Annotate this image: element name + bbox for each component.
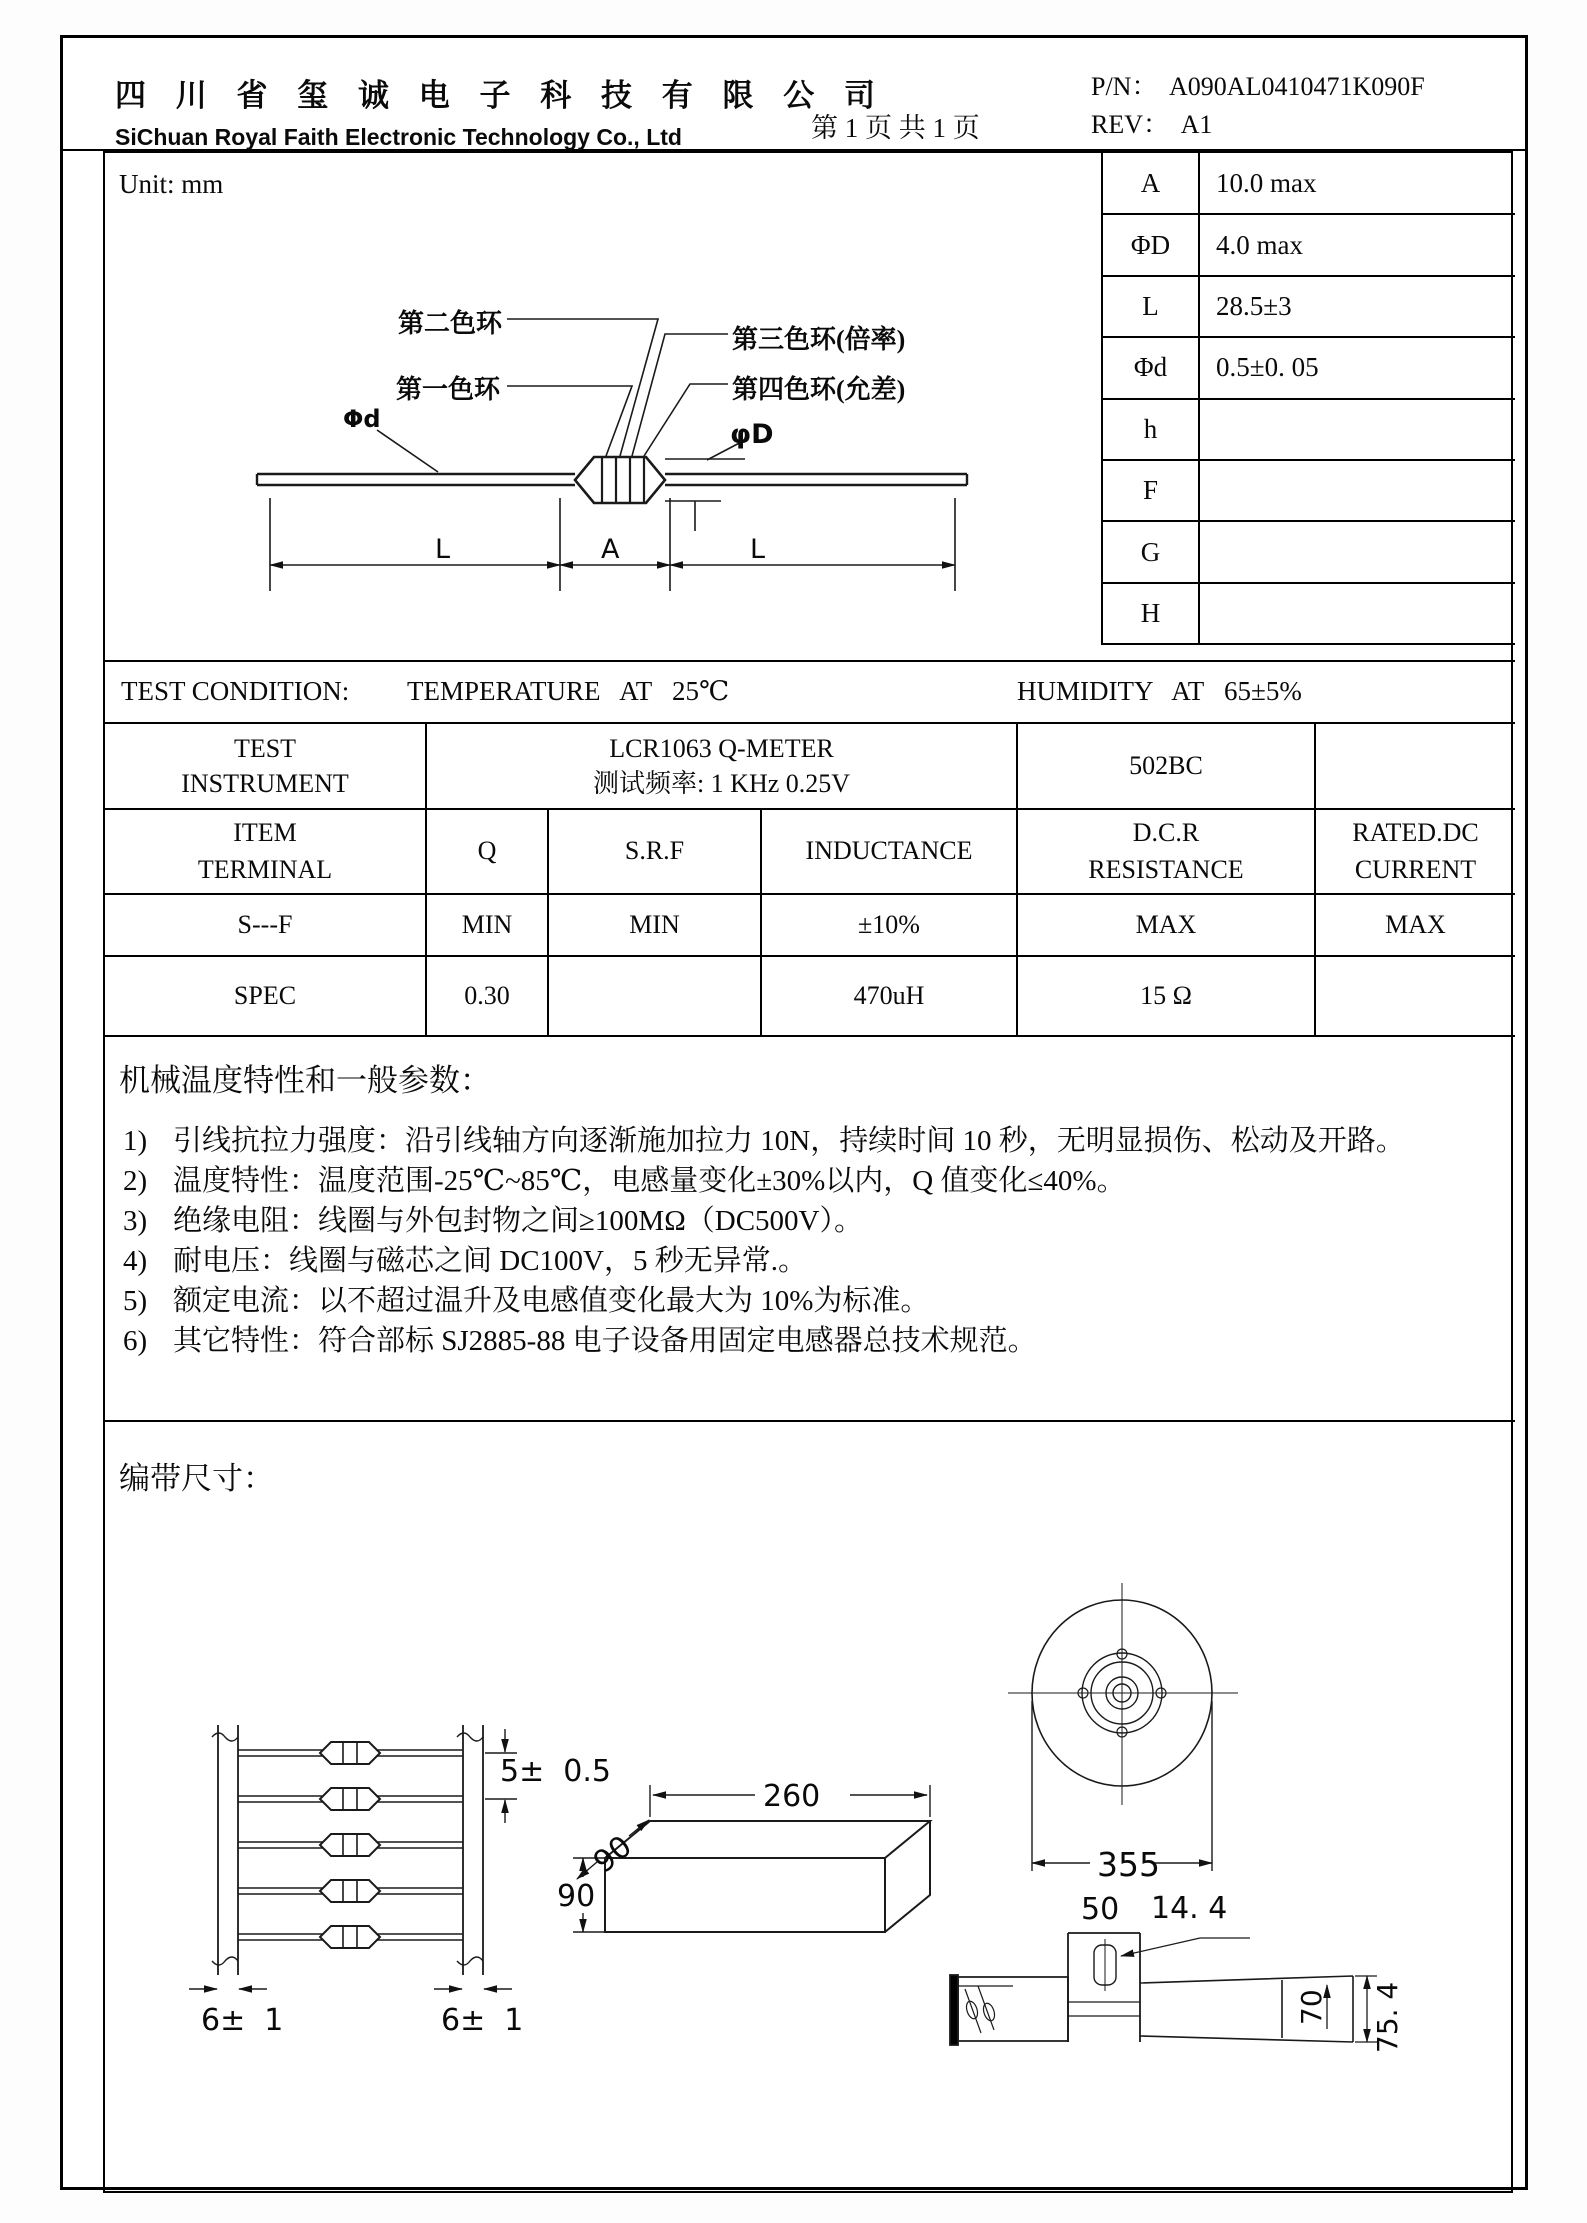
list-item xyxy=(123,1321,1463,1361)
dim-value: 4.0 max xyxy=(1199,214,1515,275)
item-number: 4) xyxy=(123,1245,148,1277)
instrument-label-line2: INSTRUMENT xyxy=(181,769,349,798)
page-number: 第 1 页 共 1 页 xyxy=(811,113,980,143)
item-text: 引线抗拉力强度：沿引线轴方向逐渐施加拉力 10N，持续时间 10 秒，无明显损伤、松动及开路。 xyxy=(173,1125,1405,1157)
content-area xyxy=(103,151,1513,2193)
table-row xyxy=(1102,214,1515,275)
mechanical-section-title: 机械温度特性和一般参数： xyxy=(119,1063,491,1098)
dim-name: G xyxy=(1102,521,1199,582)
item-terminal-header xyxy=(105,809,426,894)
list-item xyxy=(123,1201,1463,1241)
dim-L-right-label: L xyxy=(750,534,766,565)
instrument-meter: LCR1063 Q-METER xyxy=(609,733,834,763)
dim-value: 28.5±3 xyxy=(1199,276,1515,337)
instrument-frequency: 测试频率: 1 KHz 0.25V xyxy=(592,769,851,798)
q-condition: MIN xyxy=(426,894,548,956)
inductor-body-and-leads xyxy=(257,457,967,503)
test-condition-label: TEST CONDITION: xyxy=(121,676,350,706)
instrument-label-cell xyxy=(105,723,426,809)
company-name-cn: 四 川 省 玺 诚 电 子 科 技 有 限 公 司 xyxy=(115,78,886,113)
dim-L-left-label: L xyxy=(435,534,451,565)
phi-D-label: φD xyxy=(730,419,774,450)
item-text: 额定电流：以不超过温升及电感值变化最大为 10%为标准。 xyxy=(173,1285,930,1317)
item-header-line1: ITEM xyxy=(233,818,297,848)
item-text: 绝缘电阻：线圈与外包封物之间≥100MΩ（DC500V）。 xyxy=(173,1205,863,1237)
tape-right-dim-label: 6± 1 xyxy=(441,2003,524,2038)
instrument-value-cell xyxy=(426,723,1017,809)
dim-value xyxy=(1199,460,1515,521)
list-item xyxy=(123,1241,1463,1281)
dim-name: Φd xyxy=(1102,337,1199,398)
side-height-dim-label: 70 xyxy=(1295,1989,1328,2025)
list-item xyxy=(123,1161,1463,1201)
dcr-spec: 15 Ω xyxy=(1017,956,1315,1036)
inductance-header: INDUCTANCE xyxy=(761,809,1017,894)
q-spec: 0.30 xyxy=(426,956,548,1036)
tape-section-title: 编带尺寸： xyxy=(119,1461,274,1496)
band3-label: 第三色环(倍率) xyxy=(732,325,906,354)
test-condition-row xyxy=(105,660,1515,722)
spec-value-row xyxy=(105,956,1515,1036)
q-header: Q xyxy=(426,809,548,894)
item-number: 5) xyxy=(123,1285,148,1317)
rated-condition: MAX xyxy=(1315,894,1515,956)
inductance-spec: 470uH xyxy=(761,956,1017,1036)
dim-name: ΦD xyxy=(1102,214,1199,275)
list-item xyxy=(123,1281,1463,1321)
table-row xyxy=(1102,460,1515,521)
dim-name: A xyxy=(1102,153,1199,214)
item-text: 其它特性：符合部标 SJ2885-88 电子设备用固定电感器总技术规范。 xyxy=(173,1325,1037,1357)
dim-A-label: A xyxy=(601,534,620,565)
part-number: P/N： A090AL0410471K090F xyxy=(1091,72,1425,101)
srf-condition: MIN xyxy=(548,894,761,956)
dim-value xyxy=(1199,399,1515,460)
company-name-en: SiChuan Royal Faith Electronic Technology Co., Ltd xyxy=(115,124,682,150)
dim-name: H xyxy=(1102,583,1199,644)
dcr-header-line2: RESISTANCE xyxy=(1088,854,1244,884)
unit-note: Unit: mm xyxy=(119,169,224,199)
dim-name: F xyxy=(1102,460,1199,521)
dim-value: 0.5±0. 05 xyxy=(1199,337,1515,398)
condition-row xyxy=(105,894,1515,956)
table-row xyxy=(1102,521,1515,582)
terminal-cell: S---F xyxy=(105,894,426,956)
tape-left-dim-label: 6± 1 xyxy=(201,2003,284,2038)
table-row xyxy=(1102,583,1515,644)
header xyxy=(63,38,1525,151)
rated-header-line2: CURRENT xyxy=(1354,854,1477,884)
band2-label: 第二色环 xyxy=(398,309,503,338)
hub-width-dim-label: 50 xyxy=(1081,1892,1120,1927)
label-leader-lines xyxy=(377,319,747,531)
inductance-tolerance: ±10% xyxy=(761,894,1017,956)
temperature-condition: TEMPERATURE AT 25℃ xyxy=(407,676,730,706)
item-number: 1) xyxy=(123,1125,148,1157)
table-row xyxy=(1102,399,1515,460)
dim-value: 10.0 max xyxy=(1199,153,1515,214)
instrument-label-line1: TEST xyxy=(233,733,297,763)
box-height-dim-label: 90 xyxy=(557,1879,596,1914)
phi-d-label: Φd xyxy=(343,405,381,433)
mechanical-notes-list xyxy=(123,1121,1463,1361)
reel-diameter-dim-label: 355 xyxy=(1097,1845,1160,1884)
srf-header: S.R.F xyxy=(548,809,761,894)
dcr-condition: MAX xyxy=(1017,894,1315,956)
page-frame xyxy=(60,35,1528,2190)
dim-name: h xyxy=(1102,399,1199,460)
spec-table xyxy=(105,808,1515,1037)
table-row xyxy=(1102,153,1515,214)
dim-value xyxy=(1199,583,1515,644)
item-number: 6) xyxy=(123,1325,148,1357)
rated-dc-header xyxy=(1315,809,1515,894)
band4-label: 第四色环(允差) xyxy=(732,375,906,404)
dcr-header xyxy=(1017,809,1315,894)
instrument-extra-cell xyxy=(1315,723,1515,809)
inductor-outline-drawing xyxy=(105,153,1103,660)
item-header-line2: TERMINAL xyxy=(197,854,333,884)
dimension-table xyxy=(1101,153,1515,645)
humidity-condition: HUMIDITY AT 65±5% xyxy=(1017,676,1302,706)
table-row xyxy=(105,723,1515,809)
side-total-dim-label: 75. 4 xyxy=(1371,1981,1404,2053)
list-item xyxy=(123,1121,1463,1161)
dim-value xyxy=(1199,521,1515,582)
srf-spec xyxy=(548,956,761,1036)
ammo-pack-drawing xyxy=(189,1725,517,1989)
item-number: 2) xyxy=(123,1165,148,1197)
hub-offset-dim-label: 14. 4 xyxy=(1151,1891,1228,1926)
instrument-table xyxy=(105,722,1515,810)
pitch-dim-label: 5± 0.5 xyxy=(500,1754,612,1789)
dim-name: L xyxy=(1102,276,1199,337)
item-number: 3) xyxy=(123,1205,148,1237)
rated-header-line1: RATED.DC xyxy=(1352,818,1479,848)
instrument-model: 502BC xyxy=(1017,723,1315,809)
spec-header-row xyxy=(105,809,1515,894)
item-text: 温度特性：温度范围-25℃~85℃，电感量变化±30%以内，Q 值变化≤40%。 xyxy=(173,1165,1126,1197)
table-row xyxy=(1102,337,1515,398)
band1-label: 第一色环 xyxy=(396,375,501,404)
table-row xyxy=(1102,276,1515,337)
item-text: 耐电压：线圈与磁芯之间 DC100V，5 秒无异常.。 xyxy=(173,1245,807,1277)
box-width-dim-label: 260 xyxy=(763,1779,821,1814)
section-divider xyxy=(105,1420,1515,1422)
revision: REV： A1 xyxy=(1091,110,1213,139)
rated-spec xyxy=(1315,956,1515,1036)
spec-label: SPEC xyxy=(105,956,426,1036)
box-depth-dim-label: 90 xyxy=(587,1828,639,1881)
dcr-header-line1: D.C.R xyxy=(1132,818,1200,848)
reel-front-drawing xyxy=(1008,1583,1238,1871)
